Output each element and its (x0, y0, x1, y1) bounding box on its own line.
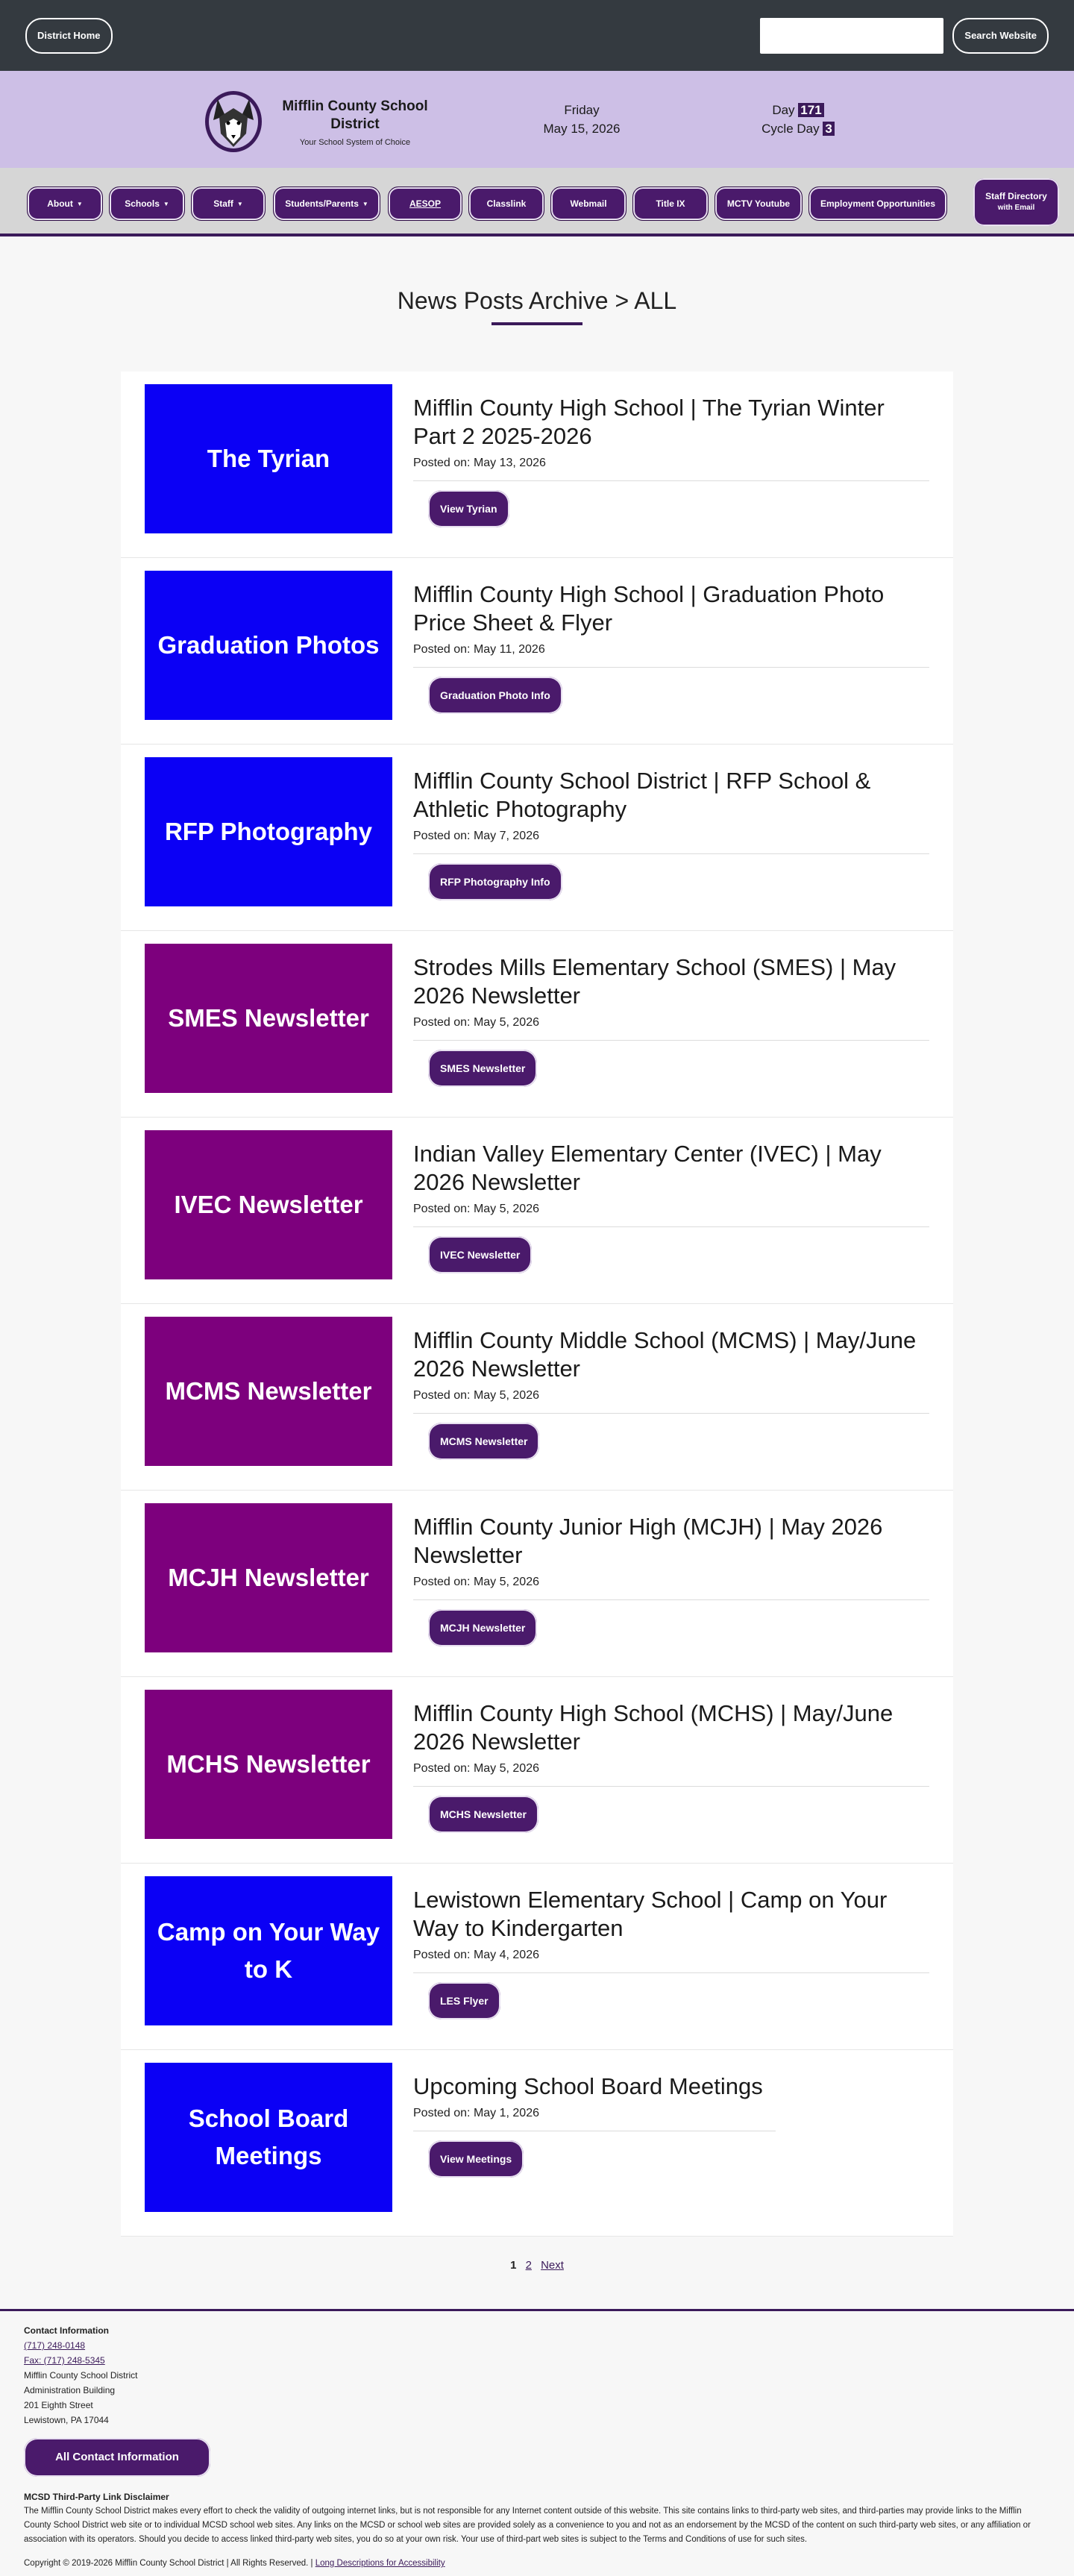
post-body (413, 1886, 929, 2019)
disclaimer-heading: MCSD Third-Party Link Disclaimer (24, 2492, 169, 2502)
post-action-button[interactable]: LES Flyer (428, 1982, 500, 2019)
post-item (121, 1864, 953, 2050)
post-date: Posted on: May 5, 2026 (413, 1389, 539, 1402)
brand-block (277, 98, 433, 147)
post-action-button[interactable]: Graduation Photo Info (428, 677, 562, 714)
phone-link[interactable]: (717) 248-0148 (24, 2340, 86, 2351)
post-divider (413, 1786, 929, 1787)
post-date: Posted on: May 13, 2026 (413, 457, 546, 469)
district-tagline: Your School System of Choice (299, 138, 411, 147)
thumbnail-text: RFP Photography (164, 818, 373, 845)
post-divider (413, 1413, 929, 1414)
post-body (413, 1140, 929, 1273)
thumbnail-text: SMES Newsletter (168, 1004, 369, 1032)
nav-label: Schools (125, 198, 160, 209)
post-title: Mifflin County High School | Graduation Photo Price Sheet & Flyer (413, 581, 885, 636)
post-title: Strodes Mills Elementary School (SMES) | May 2026 Newsletter (413, 954, 896, 1009)
caret-down-icon: ▼ (236, 200, 243, 207)
thumbnail-text: MCJH Newsletter (168, 1564, 369, 1591)
nav-label: About (47, 198, 73, 209)
footer-org: Mifflin County School District (24, 2370, 138, 2381)
nav-webmail[interactable]: Webmail (550, 187, 626, 221)
post-thumbnail[interactable] (145, 384, 392, 533)
all-contact-button[interactable]: All Contact Information (24, 2438, 210, 2477)
copyright (24, 2556, 1050, 2571)
nav-classlink[interactable]: Classlink (468, 187, 544, 221)
nav-schools[interactable] (109, 187, 185, 221)
post-thumbnail[interactable] (145, 1503, 392, 1652)
post-title: Mifflin County High School | The Tyrian Winter Part 2 2025-2026 (413, 395, 885, 449)
post-item (121, 1491, 953, 1677)
post-body (413, 2072, 776, 2178)
post-divider (413, 853, 929, 854)
post-item (121, 2050, 953, 2237)
site-footer (0, 2309, 1074, 2571)
post-divider (413, 1040, 929, 1041)
accessibility-link[interactable]: Long Descriptions for Accessibility (315, 2559, 445, 2568)
post-title: Mifflin County Middle School (MCMS) | May/June 2026 Newsletter (413, 1327, 917, 1382)
post-title: Indian Valley Elementary Center (IVEC) | May 2026 Newsletter (413, 1141, 882, 1195)
posts-list (121, 372, 953, 2237)
caret-down-icon: ▼ (362, 200, 368, 207)
thumbnail-text: MCMS Newsletter (165, 1377, 372, 1405)
post-date: Posted on: May 5, 2026 (413, 1576, 539, 1588)
footer-building: Administration Building (24, 2385, 116, 2395)
post-divider (413, 1972, 929, 1973)
post-body (413, 767, 929, 900)
post-item (121, 1304, 953, 1491)
date-display (522, 101, 641, 138)
post-title: Upcoming School Board Meetings (413, 2073, 763, 2099)
post-thumbnail[interactable] (145, 944, 392, 1093)
footer-city: Lewistown, PA 17044 (24, 2415, 109, 2425)
post-body (413, 394, 929, 527)
cycle-number: 3 (823, 122, 834, 136)
page-title: News Posts Archive > ALL (397, 287, 677, 314)
post-item (121, 1677, 953, 1864)
post-thumbnail[interactable] (145, 2063, 392, 2212)
post-date: Posted on: May 4, 2026 (413, 1949, 539, 1961)
post-item (121, 558, 953, 745)
nav-aesop[interactable]: AESOP (388, 187, 462, 221)
post-item (121, 745, 953, 931)
staff-directory-button[interactable] (973, 178, 1059, 226)
thumbnail-text: School Board Meetings (188, 2105, 349, 2169)
disclaimer-text: The Mifflin County School District makes every effort to check the validity of outgoing internet links, but is not responsible for any Internet content outside of this website. This site contains links to third-party web sites, and third-parties may provide links to the Mifflin County School District web site or to individual MCSD school web sites. Any links on the MCSD or school web sites are provided solely as a convenience to you and not as an endorsement by the MCSD of the content on such third-party web sites, or any affiliation or association with its operators. Should you decide to access linked third-party web sites, you do so at your own risk. Your use of third-part web sites is subject to the Terms and Conditions of use for such sites. (24, 2507, 1031, 2544)
post-thumbnail[interactable] (145, 1317, 392, 1466)
post-body (413, 953, 929, 1087)
thumbnail-text: IVEC Newsletter (174, 1191, 363, 1218)
cycle-label: Cycle Day (761, 122, 820, 136)
fax-link[interactable]: Fax: (717) 248-5345 (24, 2355, 105, 2366)
post-thumbnail[interactable] (145, 1690, 392, 1839)
staff-directory-label: Staff Directory (985, 191, 1047, 201)
day-counter (761, 101, 835, 138)
post-action-button[interactable]: View Tyrian (428, 490, 509, 527)
nav-staff[interactable] (191, 187, 266, 221)
nav-mctv-youtube[interactable]: MCTV Youtube (715, 187, 803, 221)
nav-title-ix[interactable]: Title IX (632, 187, 709, 221)
top-bar (0, 0, 1074, 71)
post-divider (413, 1226, 929, 1227)
husky-logo-icon[interactable] (203, 84, 264, 154)
post-title: Mifflin County High School (MCHS) | May/June 2026 Newsletter (413, 1700, 894, 1755)
post-date: Posted on: May 7, 2026 (413, 830, 539, 842)
nav-about[interactable] (27, 187, 103, 221)
post-body (413, 1513, 929, 1646)
search-input[interactable] (760, 18, 943, 54)
post-item (121, 1118, 953, 1304)
pagination (0, 2259, 1074, 2272)
nav-label: Students/Parents (285, 198, 359, 209)
post-thumbnail[interactable] (145, 571, 392, 720)
post-action-button[interactable]: RFP Photography Info (428, 863, 562, 900)
post-item (121, 931, 953, 1118)
post-item (121, 372, 953, 558)
post-date: Posted on: May 5, 2026 (413, 1203, 539, 1215)
search-area (760, 18, 1049, 54)
post-title: Mifflin County School District | RFP School & Athletic Photography (413, 768, 871, 822)
post-body (413, 1699, 929, 1833)
post-divider (413, 1599, 929, 1600)
post-divider (413, 667, 929, 668)
footer-street: 201 Eighth Street (24, 2400, 93, 2410)
thumbnail-text: MCHS Newsletter (166, 1750, 371, 1778)
thumbnail-text: Camp on Your Way to K (157, 1918, 380, 1983)
next-page-link[interactable]: Next (541, 2259, 564, 2272)
post-date: Posted on: May 5, 2026 (413, 1016, 539, 1029)
post-action-button[interactable]: MCHS Newsletter (428, 1796, 538, 1833)
post-action-button[interactable]: SMES Newsletter (428, 1050, 537, 1087)
disclaimer-block (24, 2490, 1050, 2547)
post-thumbnail[interactable] (145, 1130, 392, 1279)
district-home-button[interactable]: District Home (25, 18, 113, 54)
post-body (413, 1326, 929, 1460)
contact-heading: Contact Information (24, 2325, 109, 2336)
post-action-button[interactable]: MCMS Newsletter (428, 1423, 539, 1460)
post-thumbnail[interactable] (145, 1876, 392, 2025)
staff-directory-sub: with Email (997, 204, 1035, 212)
page-2-link[interactable]: 2 (525, 2259, 532, 2272)
main-nav (0, 168, 1074, 236)
page-1: 1 (510, 2259, 517, 2272)
search-button[interactable]: Search Website (952, 18, 1049, 54)
site-header (0, 71, 1074, 168)
caret-down-icon: ▼ (163, 200, 169, 207)
current-date: May 15, 2026 (543, 122, 621, 136)
post-date: Posted on: May 11, 2026 (413, 643, 545, 656)
post-action-button[interactable]: IVEC Newsletter (428, 1236, 532, 1273)
nav-employment[interactable]: Employment Opportunities (808, 187, 947, 221)
post-action-button[interactable]: MCJH Newsletter (428, 1609, 537, 1646)
post-body (413, 580, 929, 714)
post-title: Lewistown Elementary School | Camp on Your Way to Kindergarten (413, 1887, 888, 1941)
post-date: Posted on: May 1, 2026 (413, 2107, 539, 2119)
nav-label: Staff (213, 198, 233, 209)
weekday: Friday (564, 103, 600, 117)
post-title: Mifflin County Junior High (MCJH) | May 2026 Newsletter (413, 1514, 883, 1568)
day-number: 171 (798, 103, 823, 117)
post-action-button[interactable]: View Meetings (428, 2140, 524, 2178)
caret-down-icon: ▼ (76, 200, 83, 207)
nav-students-parents[interactable] (273, 187, 380, 221)
day-label: Day (772, 103, 795, 117)
title-underline (492, 322, 582, 325)
thumbnail-text: Graduation Photos (157, 631, 380, 659)
district-name: Mifflin County School District (282, 98, 428, 132)
post-divider (413, 480, 929, 481)
post-thumbnail[interactable] (145, 757, 392, 906)
copyright-text: Copyright © 2019-2026 Mifflin County School District | All Rights Reserved. | (24, 2559, 313, 2568)
post-date: Posted on: May 5, 2026 (413, 1762, 539, 1775)
thumbnail-text: The Tyrian (207, 445, 330, 472)
